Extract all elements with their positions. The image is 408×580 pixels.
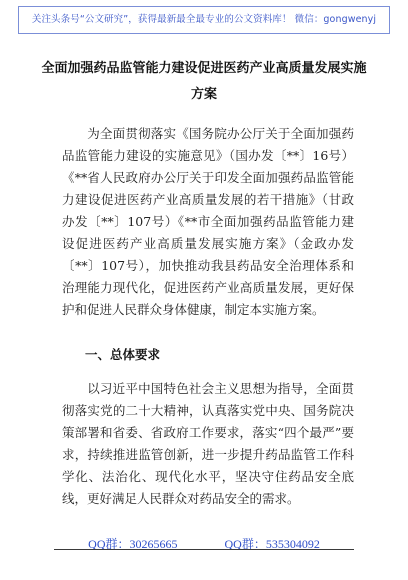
- footer-qq-group-2: QQ群：535304092: [224, 537, 320, 551]
- document-title: 全面加强药品监管能力建设促进医药产业高质量发展实施方案: [41, 61, 367, 102]
- footer-qq-group-1: QQ群：30265665: [88, 537, 178, 551]
- intro-paragraph: [62, 123, 354, 321]
- section-heading-general-requirements: 一、总体要求: [85, 347, 161, 362]
- section1-paragraph-text: 以习近平中国特色社会主义思想为指导，全面贯彻落实党的二十大精神，认真落实党中央、国务院决策部署和省委、省政府工作要求，落实“四个最严”要求，持续推进监管创新，进一步提升药品监管工作科学化、法治化、现代化水平，坚决守住药品安全底线，更好满足人民群众对药品安全的需求。: [62, 381, 354, 506]
- intro-paragraph-text: 为全面贯彻落实《国务院办公厅关于全面加强药品监管能力建设的实施意见》（国办发〔**〕16号）《**省人民政府办公厅关于印发全面加强药品监管能力建设促进医药产业高质量发展的若干措施》（甘政办发〔**〕107号）《**市全面加强药品监管能力建设促进医药产业高质量发展实施方案》（金政办发〔**〕107号），加快推动我县药品安全治理体系和治理能力现代化，促进医药产业高质量发展，更好保护和促进人民群众身体健康，制定本实施方案。: [62, 126, 354, 317]
- header-banner-note: 关注头条号“公文研究”，获得最新最全最专业的公文资料库！ 微信：gongwenyj: [18, 6, 390, 34]
- section1-paragraph: [62, 378, 354, 510]
- footer-divider: [54, 549, 354, 550]
